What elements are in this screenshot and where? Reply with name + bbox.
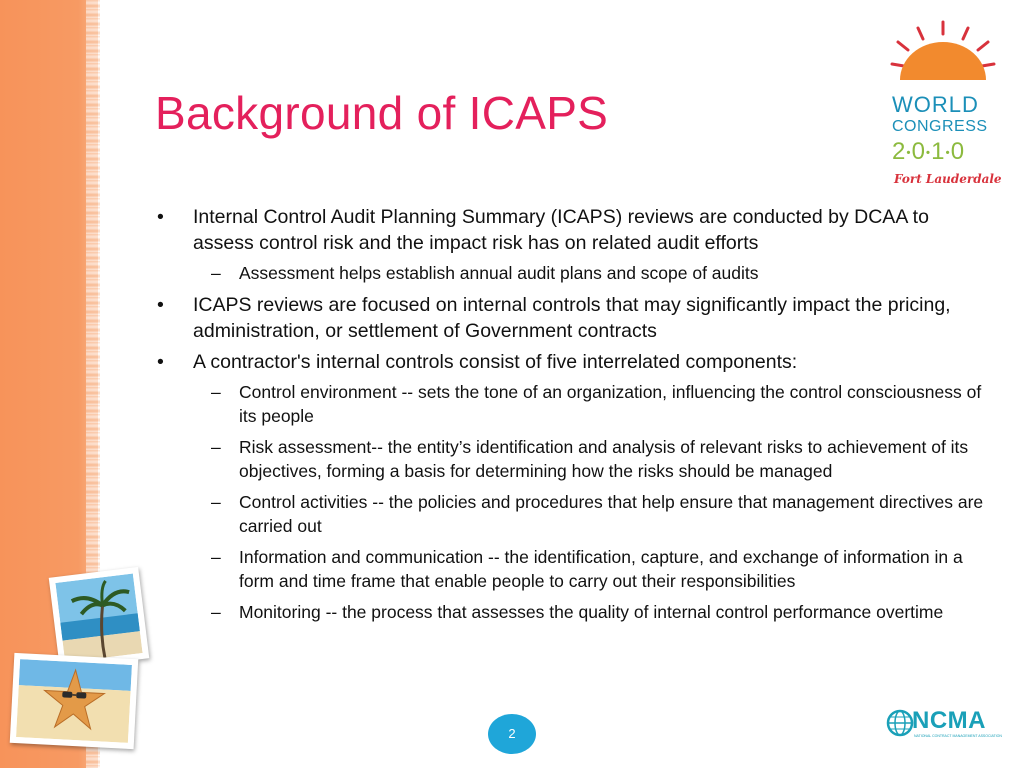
sub-bullet-item (155, 261, 985, 286)
sub-bullet-marker: – (211, 601, 221, 622)
bullet-text: A contractor's internal controls consist of five interrelated components: (193, 350, 798, 373)
fort-lauderdale-label: Fort Lauderdale (894, 172, 1002, 186)
globe-icon (886, 709, 914, 737)
bullet-item (155, 349, 985, 375)
sub-bullet-marker: – (211, 381, 221, 402)
slide-content (155, 204, 985, 630)
world-congress-logo (878, 20, 1008, 200)
sub-bullet-item (155, 380, 985, 429)
sub-bullet-marker: – (211, 491, 221, 512)
starfish-beach-photo (10, 653, 139, 749)
ncma-subtext: NATIONAL CONTRACT MANAGEMENT ASSOCIATION (914, 734, 1002, 738)
bullet-marker: • (157, 350, 164, 373)
bullet-marker: • (157, 206, 164, 228)
bullet-marker: • (157, 293, 164, 316)
bullet-item (155, 292, 985, 344)
sub-bullet-item (155, 545, 985, 594)
bullet-text: Internal Control Audit Planning Summary (ICAPS) reviews are conducted by DCAA to assess control risk and the impact risk has on related audit efforts (193, 206, 929, 254)
sub-bullet-item (155, 600, 985, 625)
sub-bullet-marker: – (211, 263, 221, 283)
sub-bullet-text: Monitoring -- the process that assesses the quality of internal control performance overtime (239, 601, 944, 622)
sub-bullet-marker: – (211, 436, 221, 457)
congress-word: CONGRESS (892, 118, 988, 135)
sub-bullet-text: Control environment -- sets the tone of an organization, influencing the control consciousness of its people (239, 381, 982, 426)
world-word: WORLD (892, 92, 979, 117)
palm-tree-photo (49, 567, 150, 669)
sub-bullet-item (155, 435, 985, 484)
sub-bullet-text: Risk assessment-- the entity’s identification and analysis of relevant risks to achievement of its objectives, forming a basis for determining how the risks should be managed (239, 436, 969, 481)
slide-title: Background of ICAPS (155, 87, 609, 139)
bullet-item (155, 204, 985, 256)
ncma-wordmark: NCMA (912, 707, 986, 734)
sub-bullet-item (155, 490, 985, 539)
sub-bullet-text: Assessment helps establish annual audit plans and scope of audits (239, 263, 759, 283)
ncma-logo (886, 707, 1001, 743)
sub-bullet-marker: – (211, 546, 221, 567)
sub-bullet-text: Control activities -- the policies and procedures that help ensure that management directives are carried out (239, 491, 984, 536)
sub-bullet-text: Information and communication -- the identification, capture, and exchange of information in a form and time frame that enable people to carry out their responsibilities (239, 546, 963, 591)
bullet-text: ICAPS reviews are focused on internal controls that may significantly impact the pricing, administration, or settlement of Government contracts (193, 293, 951, 342)
page-number-badge: 2 (488, 714, 536, 754)
year-2010: 2•0•1•0 (892, 138, 966, 165)
